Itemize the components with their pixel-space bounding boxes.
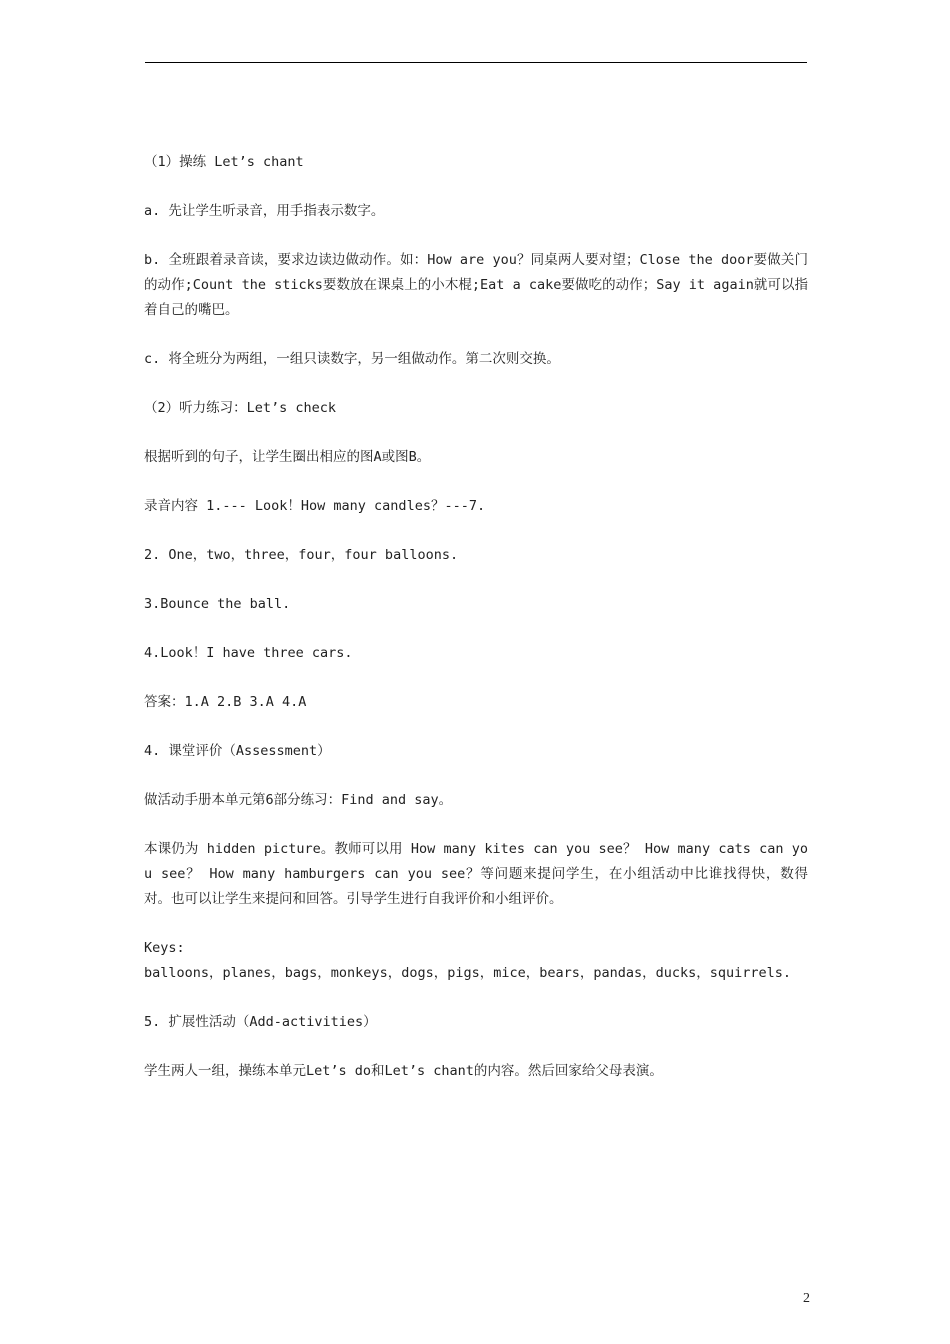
paragraph-recording-3: 3.Bounce the ball. [144,596,291,612]
paragraph-lets-check-heading: （2）听力练习：Let’s check [144,400,337,416]
paragraph-step-b: b. 全班跟着录音读，要求边读边做动作。如：How are you？同桌两人要对望；Close the door要做关门的动作;Count the sticks要数放在课桌上的小木棍;Eat a cake要做吃的动作；Say it again就可以指着自己的嘴巴。 [144,252,808,318]
document-body [144,150,808,1108]
paragraph-activity-book: 做活动手册本单元第6部分练习：Find and say。 [144,792,453,808]
paragraph-lets-chant-heading: （1）操练 Let’s chant [144,154,304,170]
paragraph-hidden-picture: 本课仍为 hidden picture。教师可以用 How many kites can you see？ How many cats can you see？ How many hamburgers can you see？等问题来提问学生，在小组活动中比谁找得快，数得对。也可以让学生来提问和回答。引导学生进行自我评价和小组评价。 [144,841,808,907]
paragraph-keys-label: Keys: [144,940,185,956]
paragraph-add-activities-heading: 5. 扩展性活动（Add-activities） [144,1014,377,1030]
paragraph-recording-4: 4.Look！I have three cars. [144,645,353,661]
page-number: 2 [803,1291,810,1306]
paragraph-step-a: a. 先让学生听录音，用手指表示数字。 [144,203,385,219]
paragraph-recording-2: 2. One，two，three，four，four balloons. [144,547,459,563]
paragraph-add-activities-body: 学生两人一组，操练本单元Let’s do和Let’s chant的内容。然后回家给父母表演。 [144,1063,663,1079]
paragraph-check-instruction: 根据听到的句子，让学生圈出相应的图A或图B。 [144,449,431,465]
paragraph-assessment-heading: 4. 课堂评价（Assessment） [144,743,331,759]
header-rule [145,62,807,63]
paragraph-keys-list: balloons，planes，bags，monkeys，dogs，pigs，mice，bears，pandas，ducks，squirrels. [144,965,792,981]
paragraph-answers: 答案：1.A 2.B 3.A 4.A [144,694,307,710]
paragraph-step-c: c. 将全班分为两组，一组只读数字，另一组做动作。第二次则交换。 [144,351,560,367]
paragraph-recording-1: 录音内容 1.--- Look！How many candles？---7. [144,498,486,514]
